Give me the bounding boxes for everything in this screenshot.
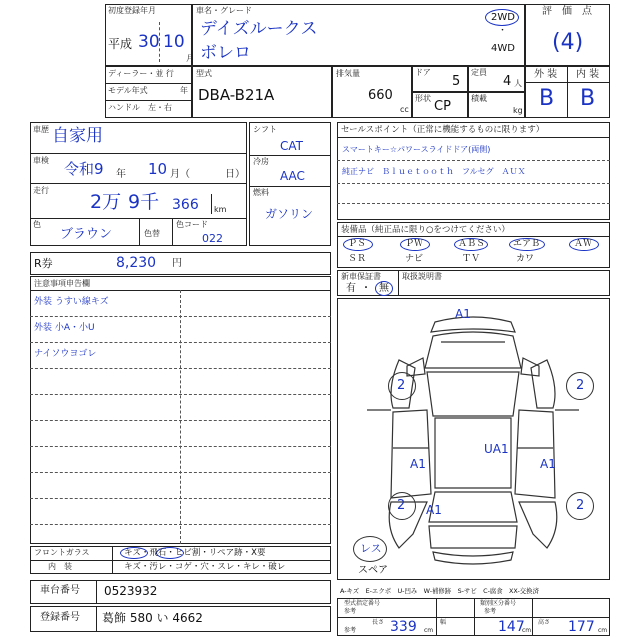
drive-4wd: 4WD xyxy=(491,43,515,54)
color-code-value: 022 xyxy=(202,232,223,245)
recycle-label: R券 xyxy=(34,257,53,270)
damage-front: A1 xyxy=(455,307,471,321)
load-unit: kg xyxy=(513,106,523,115)
frame-value: 0523932 xyxy=(104,584,158,598)
interior-grade: B xyxy=(580,86,596,111)
ref-label-1: 参考 xyxy=(344,608,357,615)
equip-ps: ＰＳ xyxy=(348,239,367,249)
carname-label: 車名・グレード xyxy=(196,6,252,15)
eval-label: 評 価 点 xyxy=(542,6,592,17)
inspection-label: 車検 xyxy=(33,156,49,165)
drive-2wd: 2WD xyxy=(491,12,515,23)
damage-front-right-wheel: 2 xyxy=(576,378,585,393)
damage-left-side: A1 xyxy=(410,457,426,471)
color-change-label: 色替 xyxy=(144,229,160,238)
plate-label: 登録番号 xyxy=(40,612,80,623)
sales-label: セールスポイント（正常に機能するものに限ります） xyxy=(341,125,545,135)
capacity-label: 定員 xyxy=(471,68,487,77)
interior-cond-label: 内 装 xyxy=(48,562,72,571)
warranty-yes: 有 xyxy=(346,283,356,294)
warranty-no: 無 xyxy=(379,283,389,294)
width-unit: cm xyxy=(522,627,532,634)
mileage-label: 走行 xyxy=(33,186,49,195)
equip-label: 装備品（純正品に限り○をつけてください） xyxy=(341,225,510,235)
damage-rear-left-wheel: 2 xyxy=(397,498,406,513)
ac-value: AAC xyxy=(280,169,305,183)
usage-value: 自家用 xyxy=(52,126,103,146)
note-line-2: 外装 小A・小U xyxy=(34,323,95,333)
interior-label: 内 装 xyxy=(576,69,600,80)
note-line-3: ナイソウヨゴレ xyxy=(34,349,97,359)
reg-year: 30 xyxy=(138,32,160,52)
ref-label-2: 参考 xyxy=(484,608,497,615)
type-label: 型式 xyxy=(196,69,212,78)
model-year-label: モデル年式 xyxy=(108,86,148,95)
mileage-rest: 366 xyxy=(172,197,199,213)
equip-abs: ＡＢＳ xyxy=(458,239,486,249)
ref-label-3: 参考 xyxy=(344,627,357,634)
usage-label: 車歴 xyxy=(33,125,49,134)
classid-label: 類別区分番号 xyxy=(480,600,517,607)
first-reg-label: 初度登録年月 xyxy=(108,6,156,15)
length-label: 長さ xyxy=(372,619,385,626)
fuel-label: 燃料 xyxy=(253,188,269,197)
sales-line2: 純正ナビ Ｂｌｕｅｔｏｏｔｈ フルセグ ＡＵＸ xyxy=(342,167,526,176)
sales-line1: スマートキー☆パワースライドドア(両側) xyxy=(342,145,491,154)
inspection-era: 令和9 xyxy=(64,160,104,178)
shape-label: 形状 xyxy=(415,94,431,103)
note-line-1: 外装 うすい線キズ xyxy=(34,297,109,307)
equip-aw: ＡＷ xyxy=(574,239,593,249)
handle-label: ハンドル 左・右 xyxy=(108,103,172,112)
shift-value: CAT xyxy=(280,139,303,153)
recycle-unit: 円 xyxy=(172,258,182,269)
windshield-text: キズ・飛石・ヒビ割・リペア跡・X要 xyxy=(124,548,266,558)
displacement-unit: cc xyxy=(400,105,409,114)
interior-cond-text: キズ・汚レ・コゲ・穴・スレ・キレ・破レ xyxy=(124,562,286,572)
displacement-value: 660 xyxy=(368,88,393,103)
plate-value: 葛飾 580 い 4662 xyxy=(102,611,203,625)
width-value: 147 xyxy=(498,619,525,635)
frame-label: 車台番号 xyxy=(40,585,80,596)
door-value: 5 xyxy=(452,74,461,89)
shift-label: シフト xyxy=(253,125,277,134)
damage-roof: UA1 xyxy=(484,442,509,456)
height-label: 高さ xyxy=(538,619,551,626)
typeid-label: 型式指定番号 xyxy=(344,600,381,607)
color-value: ブラウン xyxy=(60,227,113,242)
windshield-label: フロントガラス xyxy=(34,548,90,557)
drive-dot: ・ xyxy=(498,26,508,36)
warranty-dot: ・ xyxy=(361,283,371,294)
ac-label: 冷房 xyxy=(253,157,269,166)
load-label: 積載 xyxy=(471,94,487,103)
inspection-month-unit: 月（ xyxy=(170,169,190,180)
reg-era: 平成 xyxy=(108,37,133,51)
reg-month: 10 xyxy=(163,32,185,52)
manual-label: 取扱説明書 xyxy=(402,272,442,281)
color-label: 色 xyxy=(33,220,41,229)
equip-navi: ナビ xyxy=(405,254,424,264)
equip-sr: ＳＲ xyxy=(348,254,367,264)
mileage-unit: km xyxy=(214,205,227,214)
damage-right-side: A1 xyxy=(540,457,556,471)
carname-line2: ボレロ xyxy=(200,43,251,63)
damage-legend: A-キズ E-エクボ U-凹み W-補修跡 S-サビ C-腐食 XX-交換済 xyxy=(340,587,539,595)
exterior-grade: B xyxy=(539,86,555,111)
damage-rear-right-wheel: 2 xyxy=(576,498,585,513)
type-value: DBA-B21A xyxy=(198,86,275,104)
equip-airbag: エアＢ xyxy=(513,239,541,249)
height-unit: cm xyxy=(598,627,608,634)
inspection-month: 10 xyxy=(148,160,168,178)
equip-pw: ＰＷ xyxy=(405,239,424,249)
equip-tv: ＴＶ xyxy=(462,254,481,264)
spare-less: レス xyxy=(360,542,382,555)
inspection-day-unit: 日） xyxy=(225,169,245,180)
inspection-year-unit: 年 xyxy=(116,169,126,180)
height-value: 177 xyxy=(568,619,595,635)
fuel-value: ガソリン xyxy=(265,207,314,221)
damage-left-rear: A1 xyxy=(426,503,442,517)
recycle-value: 8,230 xyxy=(116,255,157,271)
color-code-label: 色コード xyxy=(176,220,208,229)
exterior-label: 外 装 xyxy=(534,69,558,80)
damage-front-left-wheel: 2 xyxy=(397,378,406,393)
eval-score: (4) xyxy=(552,30,584,55)
notes-label: 注意事項申告欄 xyxy=(34,279,90,288)
mileage-sen: 9千 xyxy=(128,191,160,213)
equip-leather: カワ xyxy=(516,254,535,264)
length-value: 339 xyxy=(390,619,417,635)
model-year-unit: 年 xyxy=(180,86,188,95)
carname-line1: デイズルークス xyxy=(200,19,318,39)
door-label: ドア xyxy=(415,68,431,77)
warranty-label: 新車保証書 xyxy=(341,272,381,281)
capacity-value: 4 xyxy=(503,74,512,89)
dealer-label: ディーラー・並 行 xyxy=(108,69,174,78)
reg-month-unit: 月 xyxy=(186,54,194,63)
width-label: 幅 xyxy=(440,619,447,626)
shape-value: CP xyxy=(434,99,451,114)
spare-text: スペア xyxy=(358,565,388,576)
mileage-man: 2万 xyxy=(90,191,122,213)
displacement-label: 排気量 xyxy=(336,69,360,78)
capacity-unit: 人 xyxy=(514,79,522,88)
length-unit: cm xyxy=(424,627,434,634)
